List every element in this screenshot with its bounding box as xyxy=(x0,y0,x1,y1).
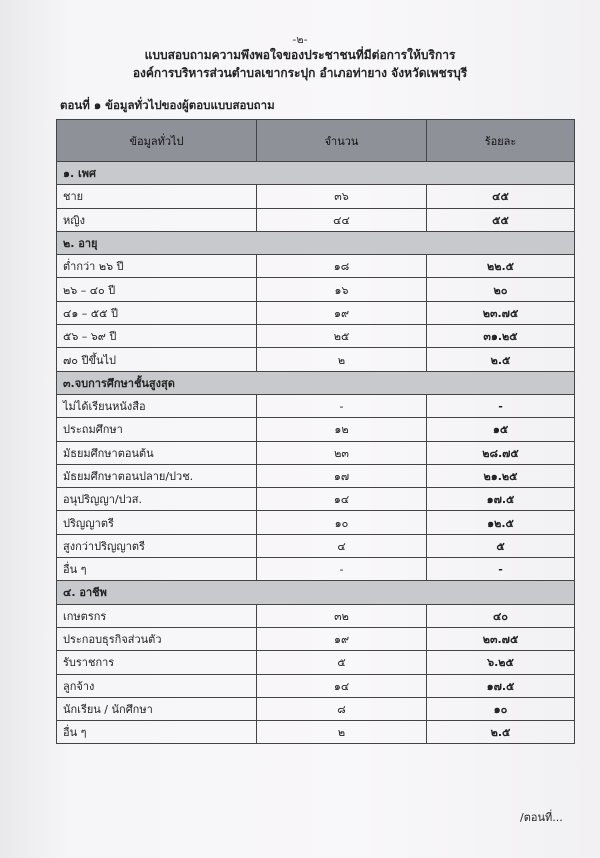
table-row xyxy=(57,208,575,231)
row-percent: ๕๕ xyxy=(427,208,575,231)
row-label: ชาย xyxy=(57,185,257,208)
group-title: ๑. เพศ xyxy=(57,162,575,185)
table-row xyxy=(57,488,575,511)
header-percent: ร้อยละ xyxy=(427,120,575,162)
row-count: ๘ xyxy=(257,697,427,720)
table-row xyxy=(57,534,575,557)
title-line-1: แบบสอบถามความพึงพอใจของประชาชนที่มีต่อการให้บริการ xyxy=(144,48,456,62)
row-percent: ๔๕ xyxy=(427,185,575,208)
row-label: ปริญญาตรี xyxy=(57,511,257,534)
row-percent: ๖.๒๕ xyxy=(427,651,575,674)
table-row xyxy=(57,441,575,464)
row-count: ๑๔ xyxy=(257,488,427,511)
group-title: ๓.จบการศึกษาชั้นสูงสุด xyxy=(57,371,575,394)
table-row xyxy=(57,697,575,720)
row-count: ๑๙ xyxy=(257,627,427,650)
row-label: ประถมศึกษา xyxy=(57,418,257,441)
row-label: อนุปริญญา/ปวส. xyxy=(57,488,257,511)
row-label: มัธยมศึกษาตอนปลาย/ปวช. xyxy=(57,464,257,487)
row-label: ๕๖ – ๖๙ ปี xyxy=(57,325,257,348)
survey-table xyxy=(56,119,575,744)
document-title xyxy=(0,46,600,82)
table-row xyxy=(57,464,575,487)
group-header-row xyxy=(57,162,575,185)
row-count: ๒ xyxy=(257,348,427,371)
table-row xyxy=(57,674,575,697)
row-count: ๔ xyxy=(257,534,427,557)
title-line-2: องค์การบริหารส่วนตำบลเขากระปุก อำเภอท่ายาง จังหวัดเพชรบุรี xyxy=(132,66,468,80)
table-row xyxy=(57,418,575,441)
row-percent: ๒๐ xyxy=(427,278,575,301)
row-count: - xyxy=(257,394,427,417)
table-row xyxy=(57,558,575,581)
table-row xyxy=(57,721,575,744)
table-row xyxy=(57,511,575,534)
section-title: ตอนที่ ๑ ข้อมูลทั่วไปของผู้ตอบแบบสอบถาม xyxy=(60,98,275,112)
row-percent: ๕ xyxy=(427,534,575,557)
group-header-row xyxy=(57,581,575,604)
table-row xyxy=(57,301,575,324)
row-percent: ๑๕ xyxy=(427,418,575,441)
table-row xyxy=(57,325,575,348)
group-title: ๔. อาชีพ xyxy=(57,581,575,604)
row-percent: - xyxy=(427,558,575,581)
row-percent: ๑๒.๕ xyxy=(427,511,575,534)
header-count: จำนวน xyxy=(257,120,427,162)
row-count: - xyxy=(257,558,427,581)
row-percent: ๒๓.๗๕ xyxy=(427,301,575,324)
row-count: ๒ xyxy=(257,721,427,744)
row-label: ๒๖ – ๔๐ ปี xyxy=(57,278,257,301)
row-count: ๓๒ xyxy=(257,604,427,627)
row-label: นักเรียน / นักศึกษา xyxy=(57,697,257,720)
table-header-row xyxy=(57,120,575,162)
row-label: อื่น ๆ xyxy=(57,721,257,744)
row-percent: - xyxy=(427,394,575,417)
row-label: อื่น ๆ xyxy=(57,558,257,581)
row-label: ต่ำกว่า ๒๖ ปี xyxy=(57,255,257,278)
row-percent: ๑๗.๕ xyxy=(427,674,575,697)
row-count: ๒๓ xyxy=(257,441,427,464)
table-row xyxy=(57,185,575,208)
table-row xyxy=(57,604,575,627)
row-percent: ๒๘.๗๕ xyxy=(427,441,575,464)
row-percent: ๒๒.๕ xyxy=(427,255,575,278)
row-label: เกษตรกร xyxy=(57,604,257,627)
row-label: หญิง xyxy=(57,208,257,231)
row-count: ๑๖ xyxy=(257,278,427,301)
row-percent: ๒๓.๗๕ xyxy=(427,627,575,650)
table-row xyxy=(57,278,575,301)
row-label: ลูกจ้าง xyxy=(57,674,257,697)
row-label: ๗๐ ปีขึ้นไป xyxy=(57,348,257,371)
table-row xyxy=(57,651,575,674)
row-label: ๔๑ – ๕๕ ปี xyxy=(57,301,257,324)
row-label: รับราชการ xyxy=(57,651,257,674)
header-general-info: ข้อมูลทั่วไป xyxy=(57,120,257,162)
group-header-row xyxy=(57,231,575,254)
continued-footer: /ตอนที่... xyxy=(520,811,563,824)
row-count: ๓๖ xyxy=(257,185,427,208)
row-percent: ๒.๕ xyxy=(427,721,575,744)
group-title: ๒. อายุ xyxy=(57,231,575,254)
table-body xyxy=(57,162,575,744)
row-percent: ๒๑.๒๕ xyxy=(427,464,575,487)
page-number: -๒- xyxy=(292,33,308,46)
row-percent: ๒.๕ xyxy=(427,348,575,371)
row-count: ๔๔ xyxy=(257,208,427,231)
row-count: ๑๒ xyxy=(257,418,427,441)
row-count: ๑๗ xyxy=(257,464,427,487)
row-label: ประกอบธุรกิจส่วนตัว xyxy=(57,627,257,650)
row-label: สูงกว่าปริญญาตรี xyxy=(57,534,257,557)
row-count: ๕ xyxy=(257,651,427,674)
row-percent: ๑๐ xyxy=(427,697,575,720)
group-header-row xyxy=(57,371,575,394)
table-row xyxy=(57,348,575,371)
table-row xyxy=(57,394,575,417)
table-row xyxy=(57,255,575,278)
row-label: ไม่ได้เรียนหนังสือ xyxy=(57,394,257,417)
row-label: มัธยมศึกษาตอนต้น xyxy=(57,441,257,464)
row-count: ๒๕ xyxy=(257,325,427,348)
row-percent: ๔๐ xyxy=(427,604,575,627)
row-percent: ๑๗.๕ xyxy=(427,488,575,511)
row-count: ๑๙ xyxy=(257,301,427,324)
row-count: ๑๐ xyxy=(257,511,427,534)
row-count: ๑๘ xyxy=(257,255,427,278)
table-row xyxy=(57,627,575,650)
row-count: ๑๔ xyxy=(257,674,427,697)
row-percent: ๓๑.๒๕ xyxy=(427,325,575,348)
